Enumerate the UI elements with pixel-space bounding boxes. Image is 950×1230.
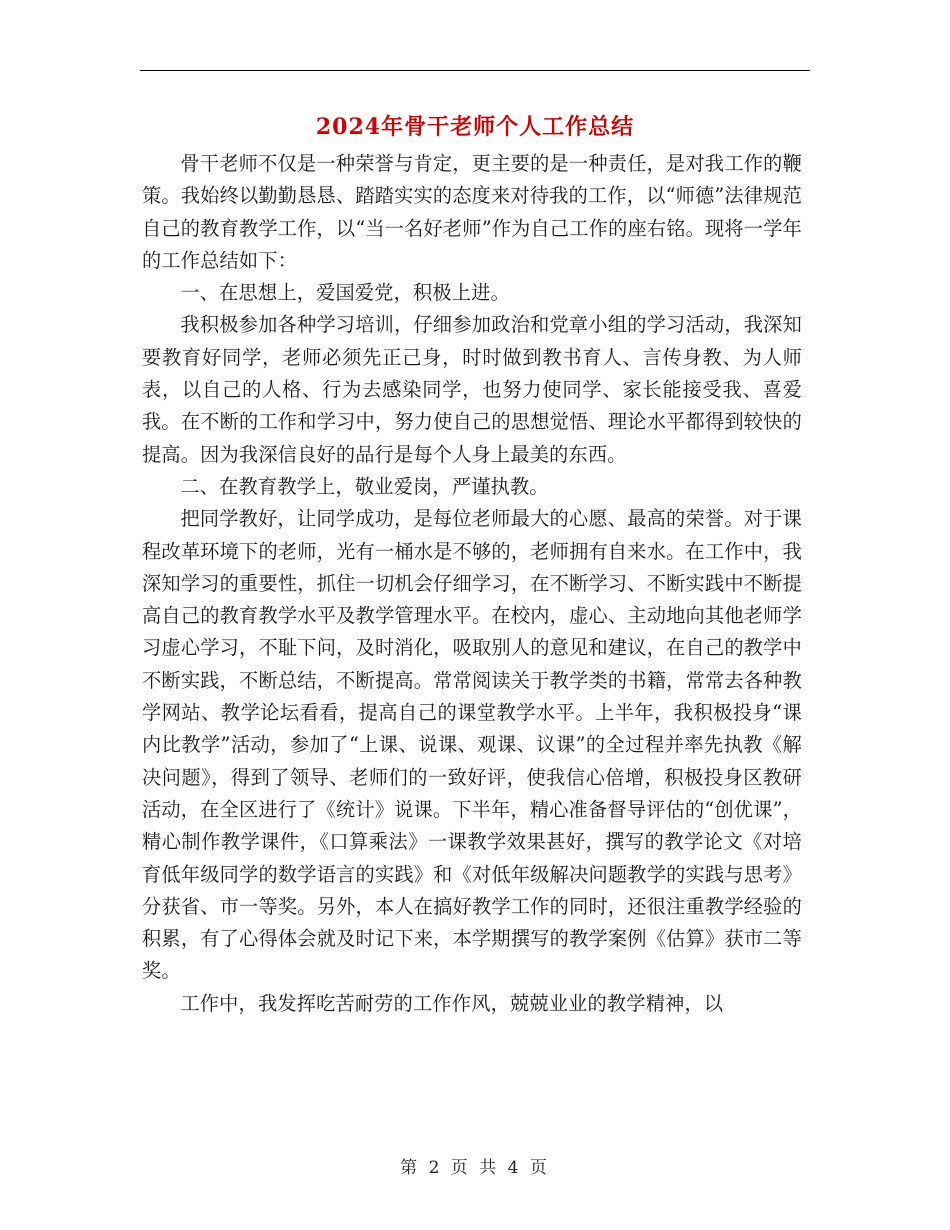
page-number-footer: 第 2 页 共 4 页 <box>400 1158 550 1178</box>
document-title: 2024年骨干老师个人工作总结 <box>315 114 635 140</box>
paragraph-work-style: 工作中，我发挥吃苦耐劳的工作作风，兢兢业业的教学精神，以 <box>180 991 724 1015</box>
document-body <box>142 148 802 1020</box>
paragraph-thought: 我积极参加各种学习培训，仔细参加政治和党章小组的学习活动，我深知要教育好同学，老师必须先正己身，时时做到教书育人、言传身教、为人师表，以自己的人格、行为去感染同学，也努力使同学、家长能接受我、喜爱我。在不断的工作和学习中，努力使自己的思想觉悟、理论水平都得到较快的提高。因为我深信良好的品行是每个人身上最美的东西。 <box>142 313 802 466</box>
section-heading-teaching: 二、在教育教学上，敬业爱岗，严谨执教。 <box>180 474 549 498</box>
header-rule <box>140 70 810 71</box>
paragraph-teaching: 把同学教好，让同学成功，是每位老师最大的心愿、最高的荣誉。对于课程改革环境下的老师，光有一桶水是不够的，老师拥有自来水。在工作中，我深知学习的重要性，抓住一切机会仔细学习，在不断学习、不断实践中不断提高自己的教育教学水平及教学管理水平。在校内，虚心、主动地向其他老师学习虚心学习，不耻下问，及时消化，吸取别人的意见和建议，在自己的教学中不断实践，不断总结，不断提高。常常阅读关于教学类的书籍，常常去各种教学网站、教学论坛看看，提高自己的课堂教学水平。上半年，我积极投身“课内比教学”活动，参加了“上课、说课、观课、议课”的全过程并率先执教《解决问题》，得到了领导、老师们的一致好评，使我信心倍增，积极投身区教研活动，在全区进行了《统计》说课。下半年，精心准备督导评估的“创优课”，精心制作教学课件，《口算乘法》一课教学效果甚好，撰写的教学论文《对培育低年级同学的数学语言的实践》和《对低年级解决问题教学的实践与思考》分获省、市一等奖。另外，本人在搞好教学工作的同时，还很注重教学经验的积累，有了心得体会就及时记下来，本学期撰写的教学案例《估算》获市二等奖。 <box>142 507 802 983</box>
section-heading-thought: 一、在思想上，爱国爱党，积极上进。 <box>180 281 510 305</box>
paragraph-intro: 骨干老师不仅是一种荣誉与肯定，更主要的是一种责任，是对我工作的鞭策。我始终以勤勤恳恳、踏踏实实的态度来对待我的工作，以“师德”法律规范自己的教育教学工作，以“当一名好老师”作为自己工作的座右铭。现将一学年的工作总结如下： <box>142 152 802 272</box>
